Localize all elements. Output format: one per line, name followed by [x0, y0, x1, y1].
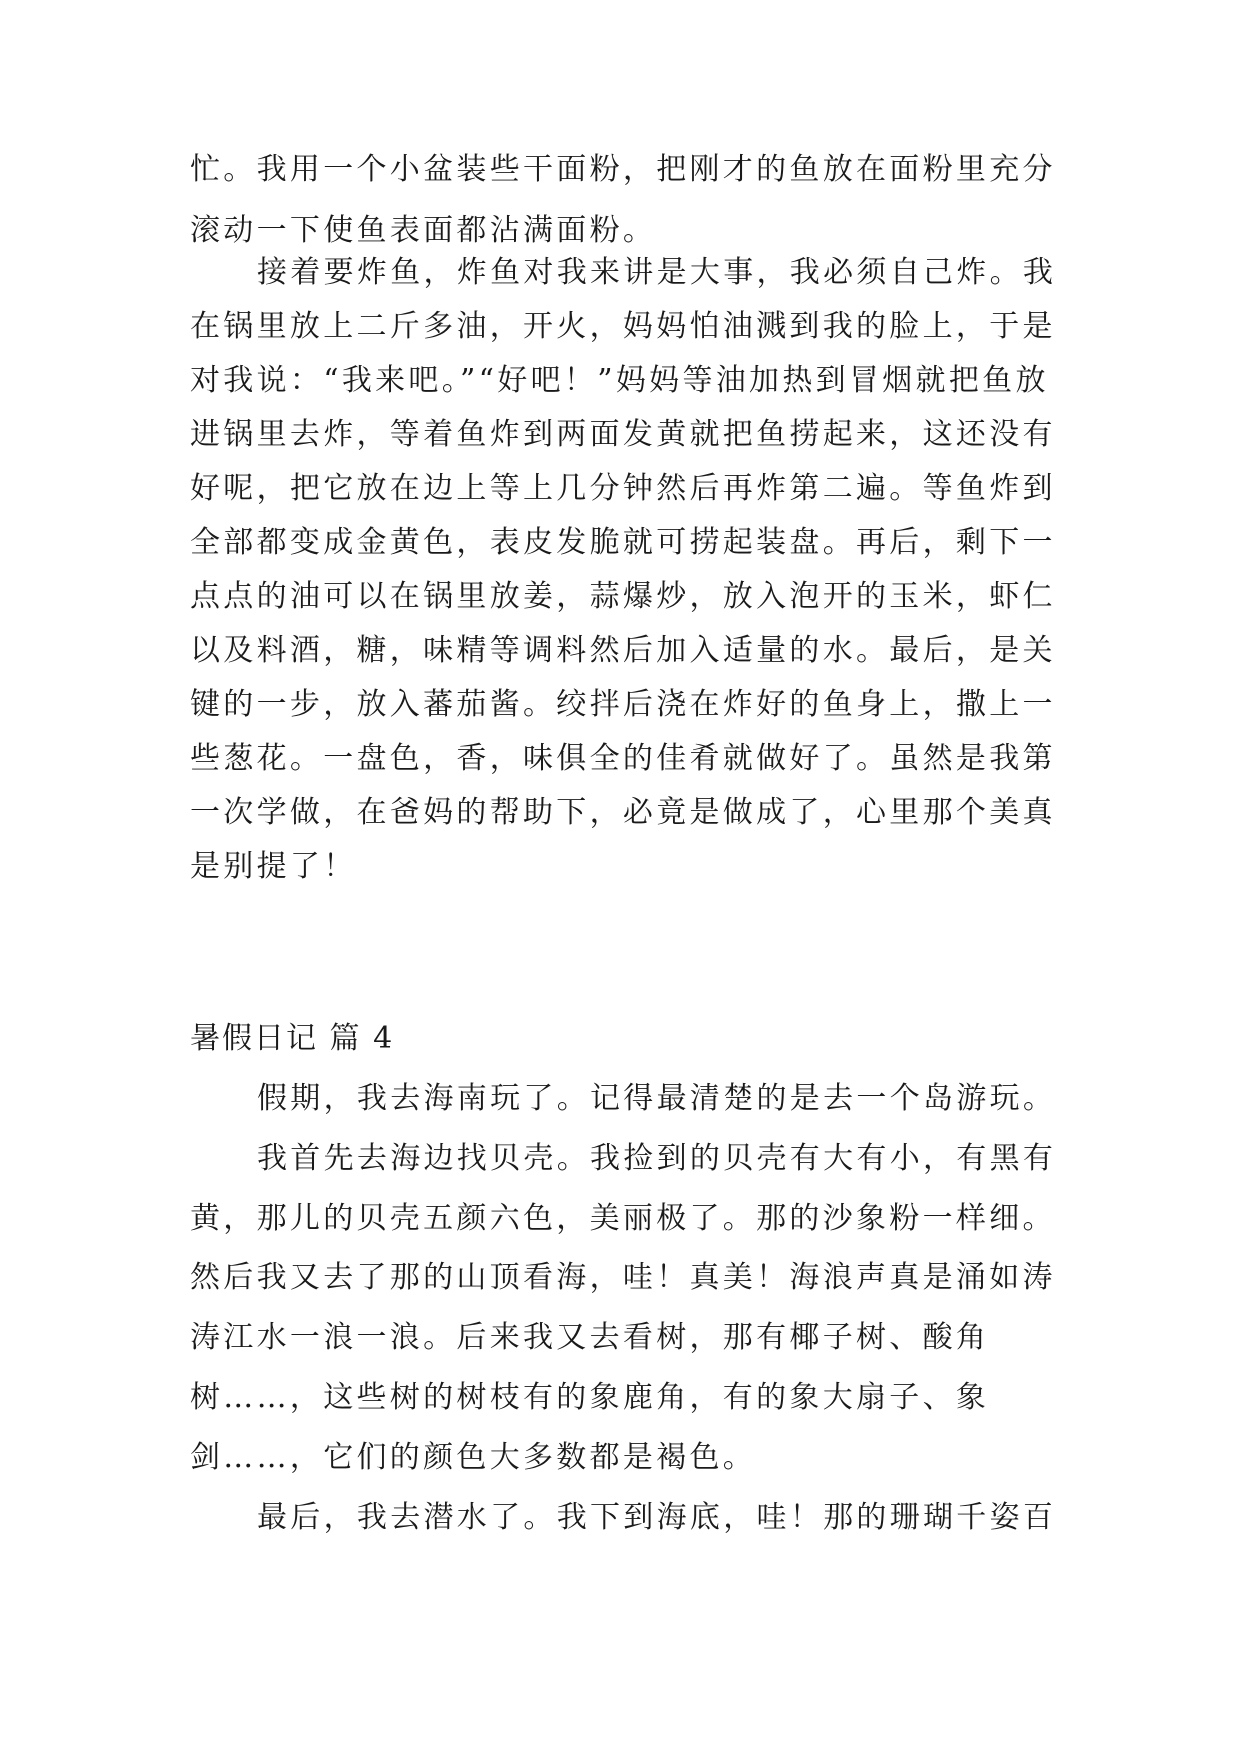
paragraph-line: 黄，那儿的贝壳五颜六色，美丽极了。那的沙象粉一样细。 — [190, 1201, 1056, 1236]
paragraph-line: 树……，这些树的树枝有的象鹿角，有的象大扇子、象 — [190, 1380, 990, 1415]
paragraph-line: 忙。我用一个小盆装些干面粉，把刚才的鱼放在面粉里充分 — [190, 152, 1056, 187]
paragraph-line: 以及料酒，糖，味精等调料然后加入适量的水。最后，是关 — [190, 633, 1056, 668]
paragraph-line: 假期，我去海南玩了。记得最清楚的是去一个岛游玩。 — [257, 1081, 1057, 1116]
paragraph-line: 是别提了！ — [190, 849, 357, 884]
paragraph-line: 剑……，它们的颜色大多数都是褐色。 — [190, 1440, 757, 1475]
paragraph-line: 然后我又去了那的山顶看海，哇！真美！海浪声真是涌如涛 — [190, 1260, 1056, 1295]
paragraph-line: 进锅里去炸，等着鱼炸到两面发黄就把鱼捞起来，这还没有 — [190, 417, 1056, 452]
paragraph-line: 点点的油可以在锅里放姜，蒜爆炒，放入泡开的玉米，虾仁 — [190, 579, 1056, 614]
paragraph-line: 些葱花。一盘色，香，味俱全的佳肴就做好了。虽然是我第 — [190, 741, 1056, 776]
paragraph-line: 接着要炸鱼，炸鱼对我来讲是大事，我必须自己炸。我 — [257, 255, 1057, 290]
paragraph-line: 滚动一下使鱼表面都沾满面粉。 — [190, 213, 657, 248]
paragraph-line: 好呢，把它放在边上等上几分钟然后再炸第二遍。等鱼炸到 — [190, 471, 1056, 506]
paragraph-line: 一次学做，在爸妈的帮助下，必竟是做成了，心里那个美真 — [190, 795, 1056, 830]
paragraph-line: 全部都变成金黄色，表皮发脆就可捞起装盘。再后，剩下一 — [190, 525, 1056, 560]
paragraph-line: 最后，我去潜水了。我下到海底，哇！那的珊瑚千姿百 — [257, 1500, 1057, 1535]
paragraph-line: 键的一步，放入蕃茄酱。绞拌后浇在炸好的鱼身上，撒上一 — [190, 687, 1056, 722]
paragraph-line: 我首先去海边找贝壳。我捡到的贝壳有大有小，有黑有 — [257, 1141, 1057, 1176]
paragraph-line: 在锅里放上二斤多油，开火，妈妈怕油溅到我的脸上，于是 — [190, 309, 1056, 344]
section-heading: 暑假日记 篇 4 — [190, 1021, 395, 1056]
paragraph-line: 对我说：“我来吧。”“好吧！”妈妈等油加热到冒烟就把鱼放 — [190, 363, 1049, 398]
paragraph-line: 涛江水一浪一浪。后来我又去看树，那有椰子树、酸角 — [190, 1320, 990, 1355]
